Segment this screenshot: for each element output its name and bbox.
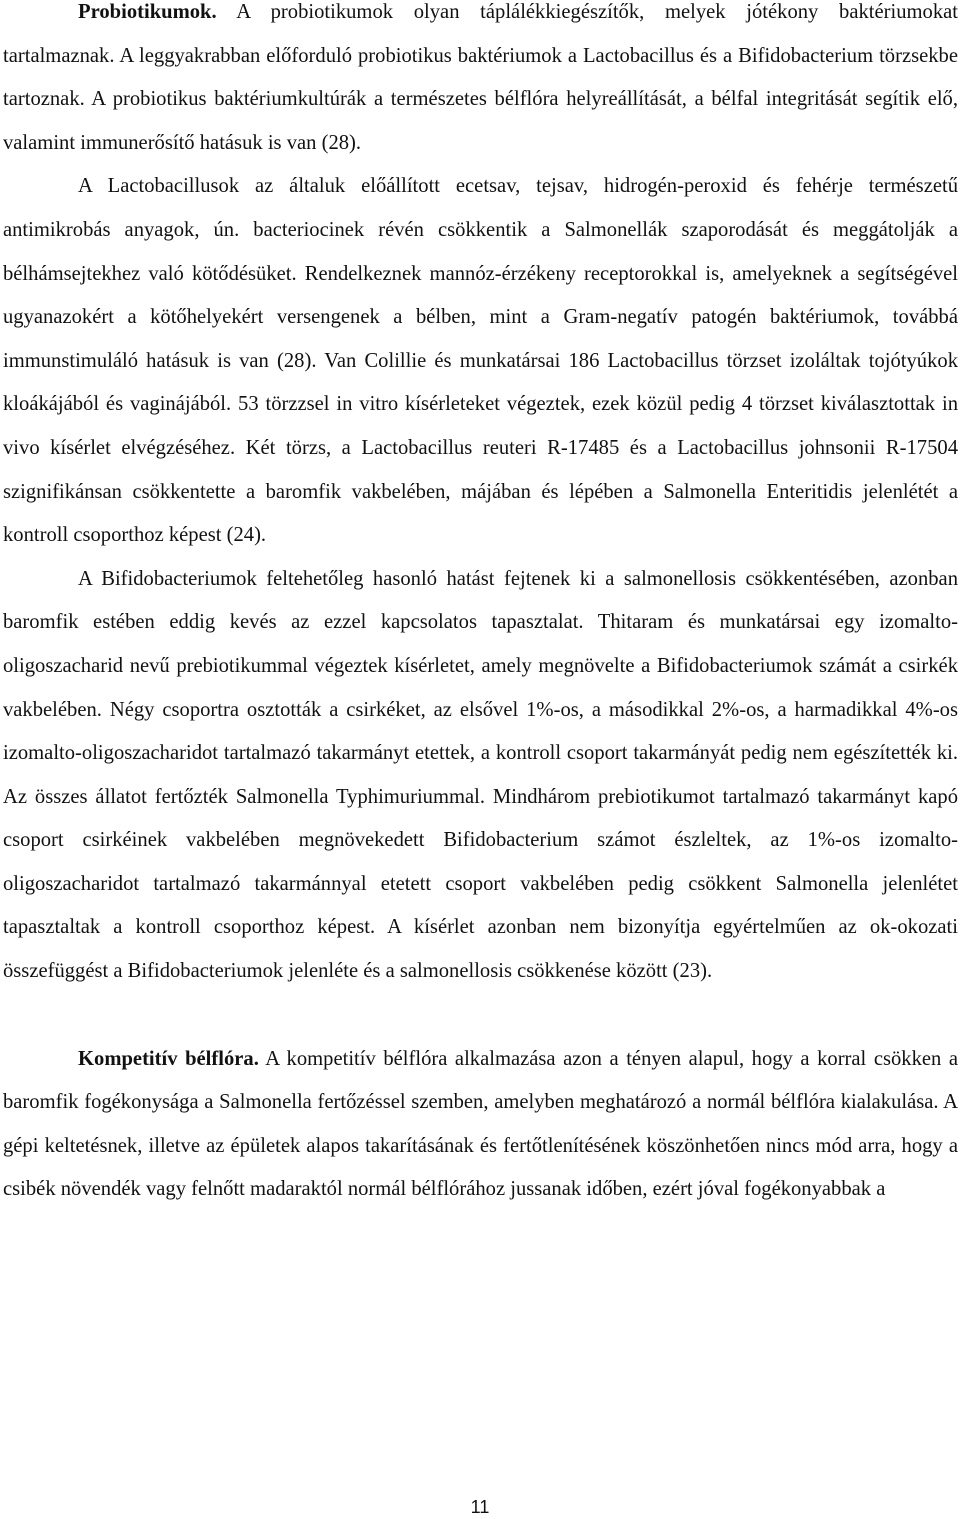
paragraph-text: A Lactobacillusok az általuk előállított ecetsav, tejsav, hidrogén-peroxid és fehérje természetű antimikrobás anyagok, ún. bacteriocinek révén csökkentik a Salmonellák szaporodását és meggátolják a bélhámsejtekhez való kötődésüket. Rendelkeznek mannóz-érzékeny receptorokkal is, amelyeknek a segítségével ugyanazokért a kötőhelyekért versengenek a bélben, mint a Gram-negatív patogén baktériumok, továbbá immunstimuláló hatásuk is van (28). Van Colillie és munkatársai 186 Lactobacillus törzset izoláltak tojótyúkok kloákájából és vaginájából. 53 törzzsel in vitro kísérleteket végeztek, ezek közül pedig 4 törzset kiválasztottak in vivo kísérlet elvégzéséhez. Két törzs, a Lactobacillus reuteri R-17485 és a Lactobacillus johnsonii R-17504 szignifikánsan csökkentette a baromfik vakbelében, májában és lépében a Salmonella Enteritidis jelenlétét a kontroll csoporthoz képest (24). [3, 175, 958, 547]
paragraph-kompetitiv-belflora [3, 1038, 958, 1212]
page-number: 11 [470, 1497, 490, 1517]
paragraph-heading: Probiotikumok. [78, 1, 217, 23]
paragraph-bifidobacteriumok [3, 558, 958, 994]
document-page [3, 0, 958, 1212]
paragraph-text: A Bifidobacteriumok feltehetőleg hasonló hatást fejtenek ki a salmonellosis csökkentésében, azonban baromfik estében eddig kevés az ezzel kapcsolatos tapasztalat. Thitaram és munkatársai egy izomalto-oligoszacharid nevű prebiotikummal végeztek kísérletet, amely megnövelte a Bifidobacteriumok számát a csirkék vakbelében. Négy csoportra osztották a csirkéket, az elsővel 1%-os, a másodikkal 2%-os, a harmadikkal 4%-os izomalto-oligoszacharidot tartalmazó takarmányt etettek, a kontroll csoport takarmányát pedig nem egészítették ki. Az összes állatot fertőzték Salmonella Typhimuriummal. Mindhárom prebiotikumot tartalmazó takarmányt kapó csoport csirkéinek vakbelében megnövekedett Bifidobacterium számot észleltek, az 1%-os izomalto-oligoszacharidot tartalmazó takarmánnyal etetett csoport vakbelében pedig csökkent Salmonella jelenlétet tapasztaltak a kontroll csoporthoz képest. A kísérlet azonban nem bizonyítja egyértelműen az ok-okozati összefüggést a Bifidobacteriumok jelenléte és a salmonellosis csökkenése között (23). [3, 567, 958, 983]
paragraph-heading: Kompetitív bélflóra. [78, 1047, 259, 1070]
paragraph-lactobacillusok [3, 165, 958, 557]
paragraph-text: A kompetitív bélflóra alkalmazása azon a tényen alapul, hogy a korral csökken a baromfik fogékonysága a Salmonella fertőzéssel szemben, amelyben meghatározó a normál bélflóra kialakulása. A gépi keltetésnek, illetve az épületek alapos takarításának és fertőtlenítésének köszönhetően nincs mód arra, hogy a csibék növendék vagy felnőtt madaraktól normál bélflórához jussanak időben, ezért jóval fogékonyabbak a [3, 1047, 958, 1201]
paragraph-probiotikumok [3, 0, 958, 165]
paragraph-spacer [3, 994, 958, 1038]
paragraph-text: A probiotikumok olyan táplálékkiegészítők, melyek jótékony baktériumokat tartalmaznak. A leggyakrabban előforduló probiotikus baktériumok a Lactobacillus és a Bifidobacterium törzsekbe tartoznak. A probiotikus baktériumkultúrák a természetes bélflóra helyreállítását, a bélfal integritását segítik elő, valamint immunerősítő hatásuk is van (28). [3, 1, 958, 154]
